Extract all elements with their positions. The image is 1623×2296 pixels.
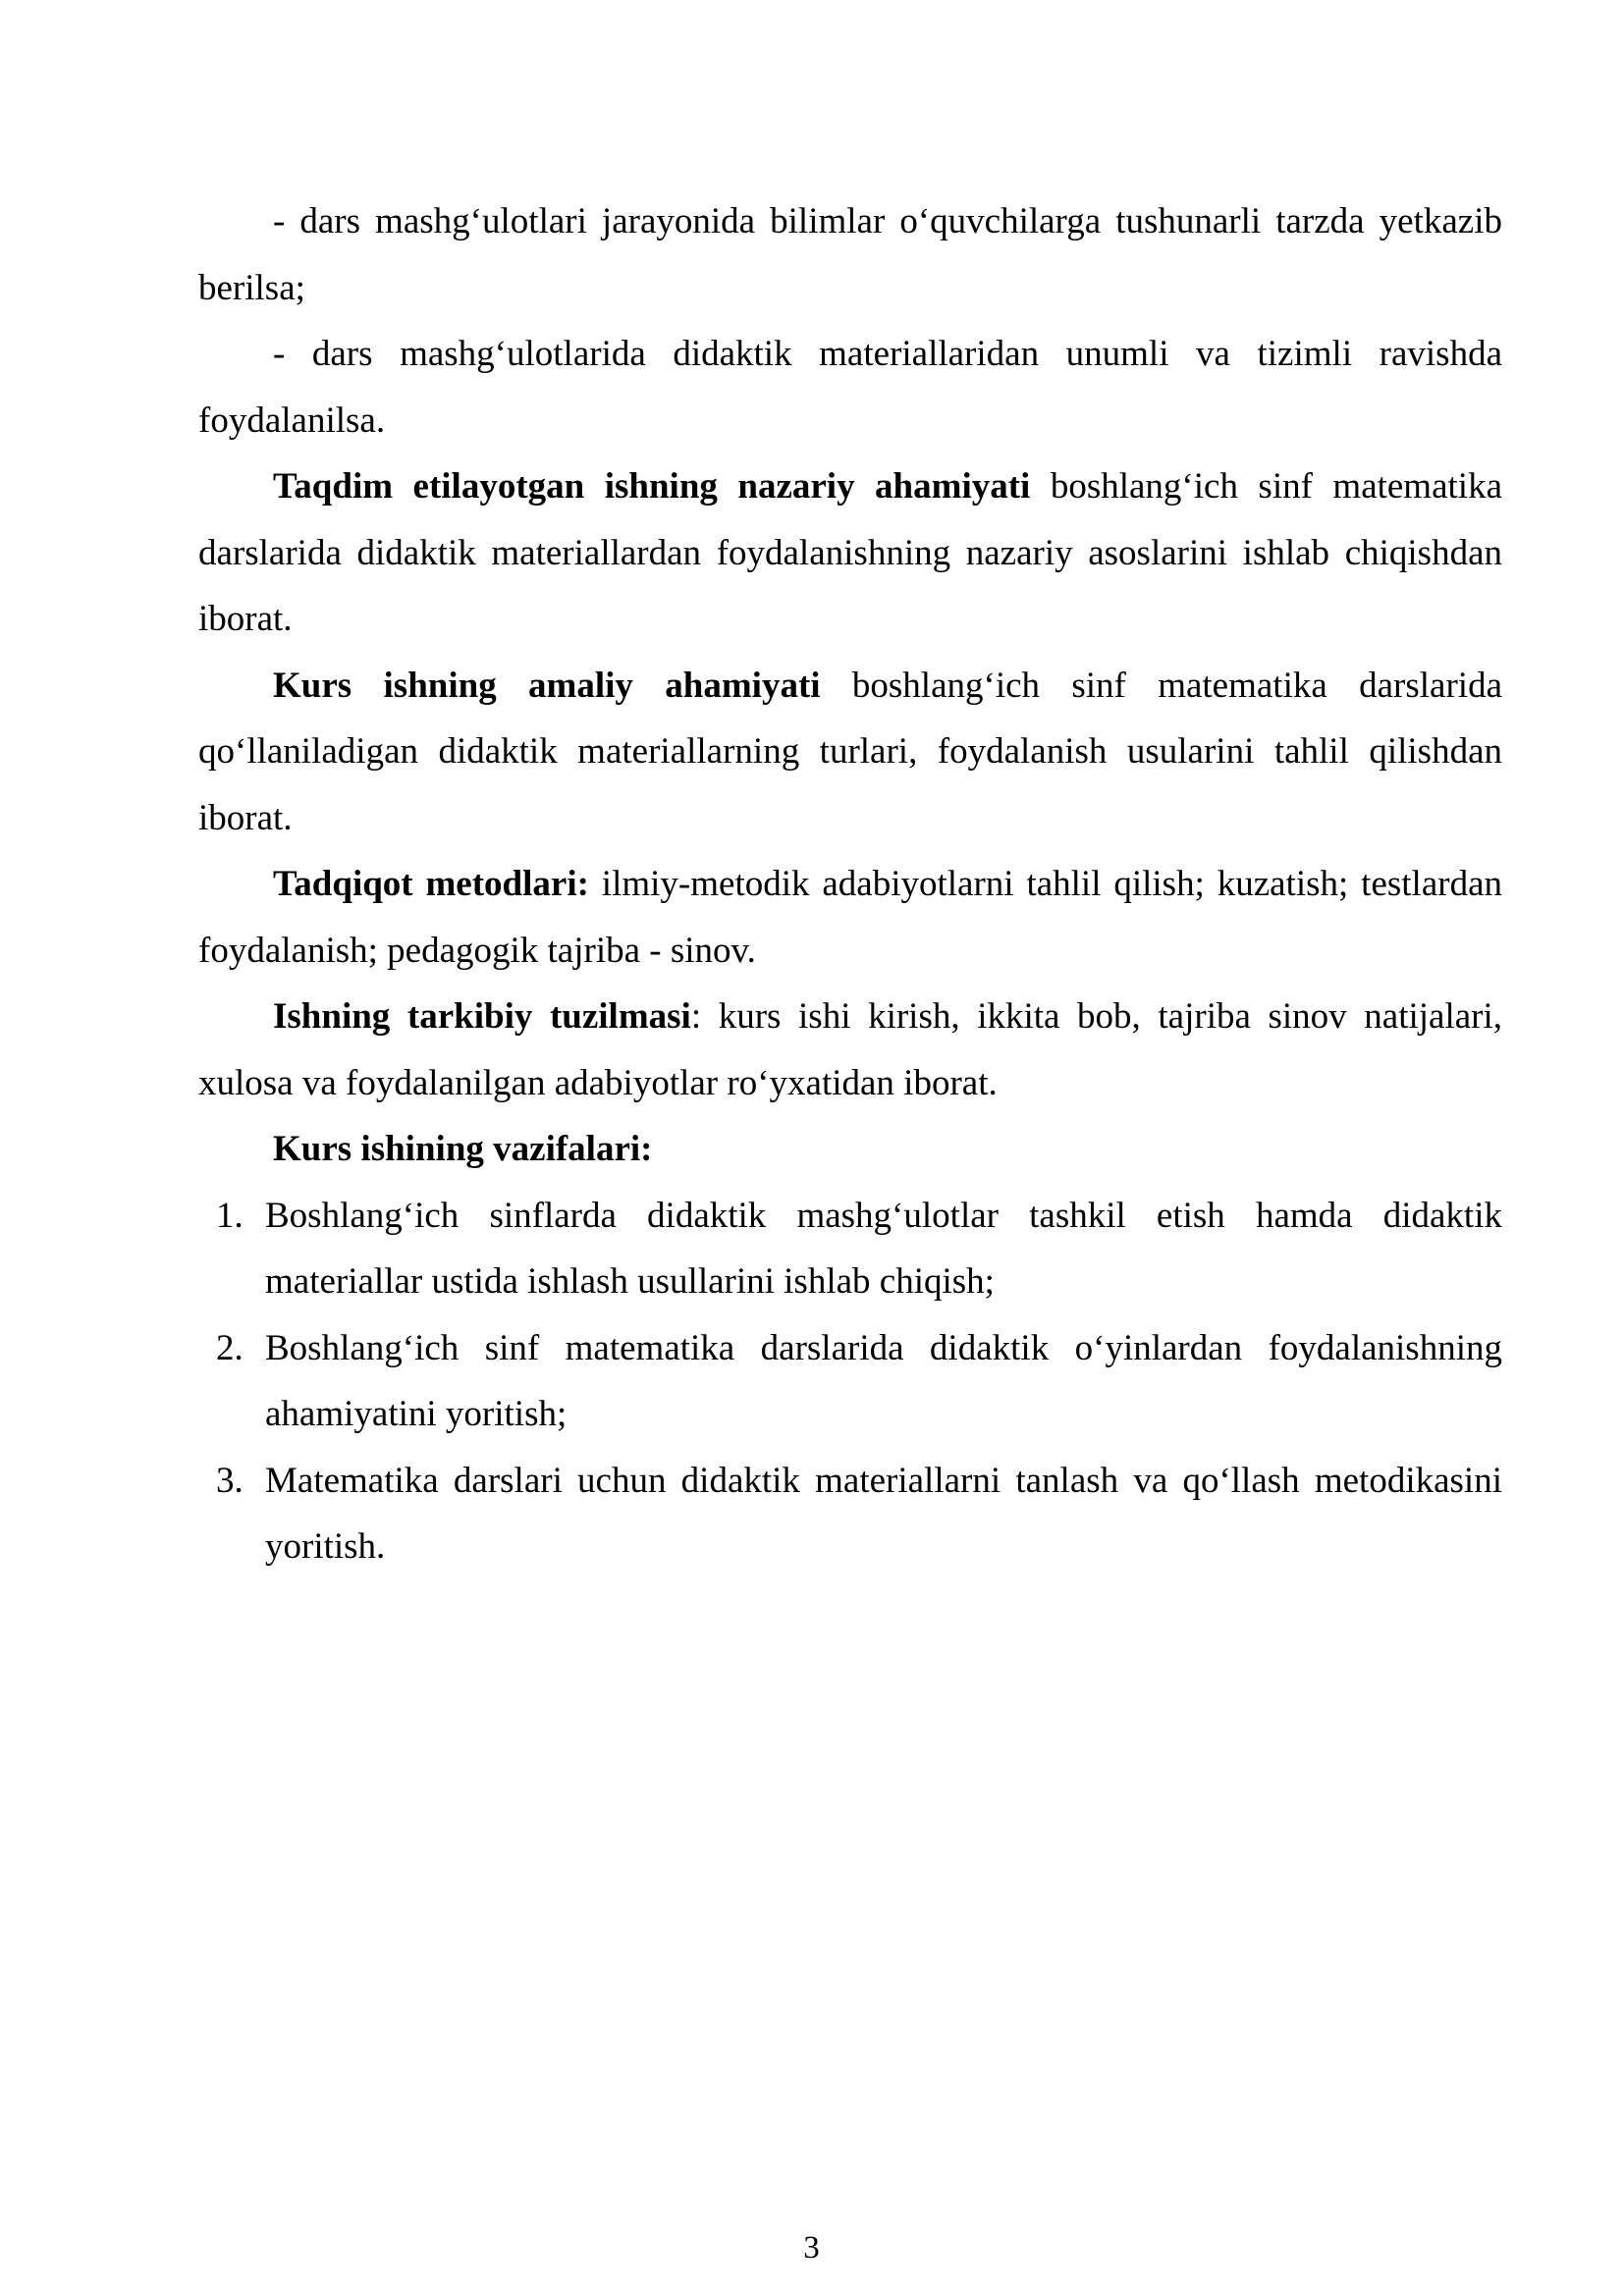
list-item-text: Boshlang‘ich sinflarda didaktik mashg‘ulotlar tashkil etish hamda didaktik materiallar ustida ishlash usullarini ishlab chiqish; (265, 1195, 1502, 1302)
paragraph-text: - dars mashg‘ulotlari jarayonida bilimlar o‘quvchilarga tushunarli tarzda yetkazib berilsa; (198, 201, 1502, 308)
paragraph-practical-significance (198, 653, 1502, 852)
paragraph-text: ilmiy-metodik adabiyotlarni tahlil qilish; kuzatish; testlardan foydalanish; pedagogik tajriba - sinov. (198, 864, 1502, 971)
paragraph-lead: Ishning tarkibiy tuzilmasi (273, 996, 691, 1037)
paragraph-text: : kurs ishi kirish, ikkita bob, tajriba sinov natijalari, xulosa va foydalanilgan adabiyotlar ro‘yxatidan iborat. (198, 996, 1503, 1103)
list-item (198, 1183, 1502, 1315)
paragraph-hypothesis-1 (198, 188, 1502, 321)
paragraph-lead: Tadqiqot metodlari: (273, 864, 589, 904)
list-item (198, 1315, 1502, 1448)
page-number: 3 (803, 2230, 820, 2266)
list-number: 1. (216, 1195, 243, 1236)
tasks-list (198, 1183, 1502, 1580)
list-number: 2. (216, 1327, 243, 1368)
paragraph-theoretical-significance (198, 454, 1502, 653)
list-number: 3. (216, 1460, 243, 1501)
paragraph-lead: Taqdim etilayotgan ishning nazariy ahamiyati (273, 466, 1031, 507)
list-item-text: Boshlang‘ich sinf matematika darslarida didaktik o‘yinlardan foydalanishning ahamiyatini yoritish; (265, 1327, 1502, 1434)
tasks-heading: Kurs ishining vazifalari: (273, 1129, 653, 1169)
paragraph-structure (198, 984, 1502, 1116)
paragraph-lead: Kurs ishning amaliy ahamiyati (273, 665, 821, 706)
page-body (198, 188, 1502, 1580)
list-item (198, 1448, 1502, 1580)
paragraph-research-methods (198, 851, 1502, 984)
paragraph-text: boshlang‘ich sinf matematika darslarida didaktik materiallardan foydalanishning nazariy asoslarini ishlab chiqishdan iborat. (198, 466, 1502, 639)
paragraph-text: - dars mashg‘ulotlarida didaktik materiallaridan unumli va tizimli ravishda foydalanilsa. (198, 334, 1502, 441)
paragraph-text: boshlang‘ich sinf matematika darslarida qo‘llaniladigan didaktik materiallarning turlari, foydalanish usularini tahlil qilishdan iborat. (198, 665, 1503, 838)
paragraph-hypothesis-2 (198, 321, 1502, 454)
list-item-text: Matematika darslari uchun didaktik materiallarni tanlash va qo‘llash metodikasini yoritish. (265, 1460, 1502, 1567)
